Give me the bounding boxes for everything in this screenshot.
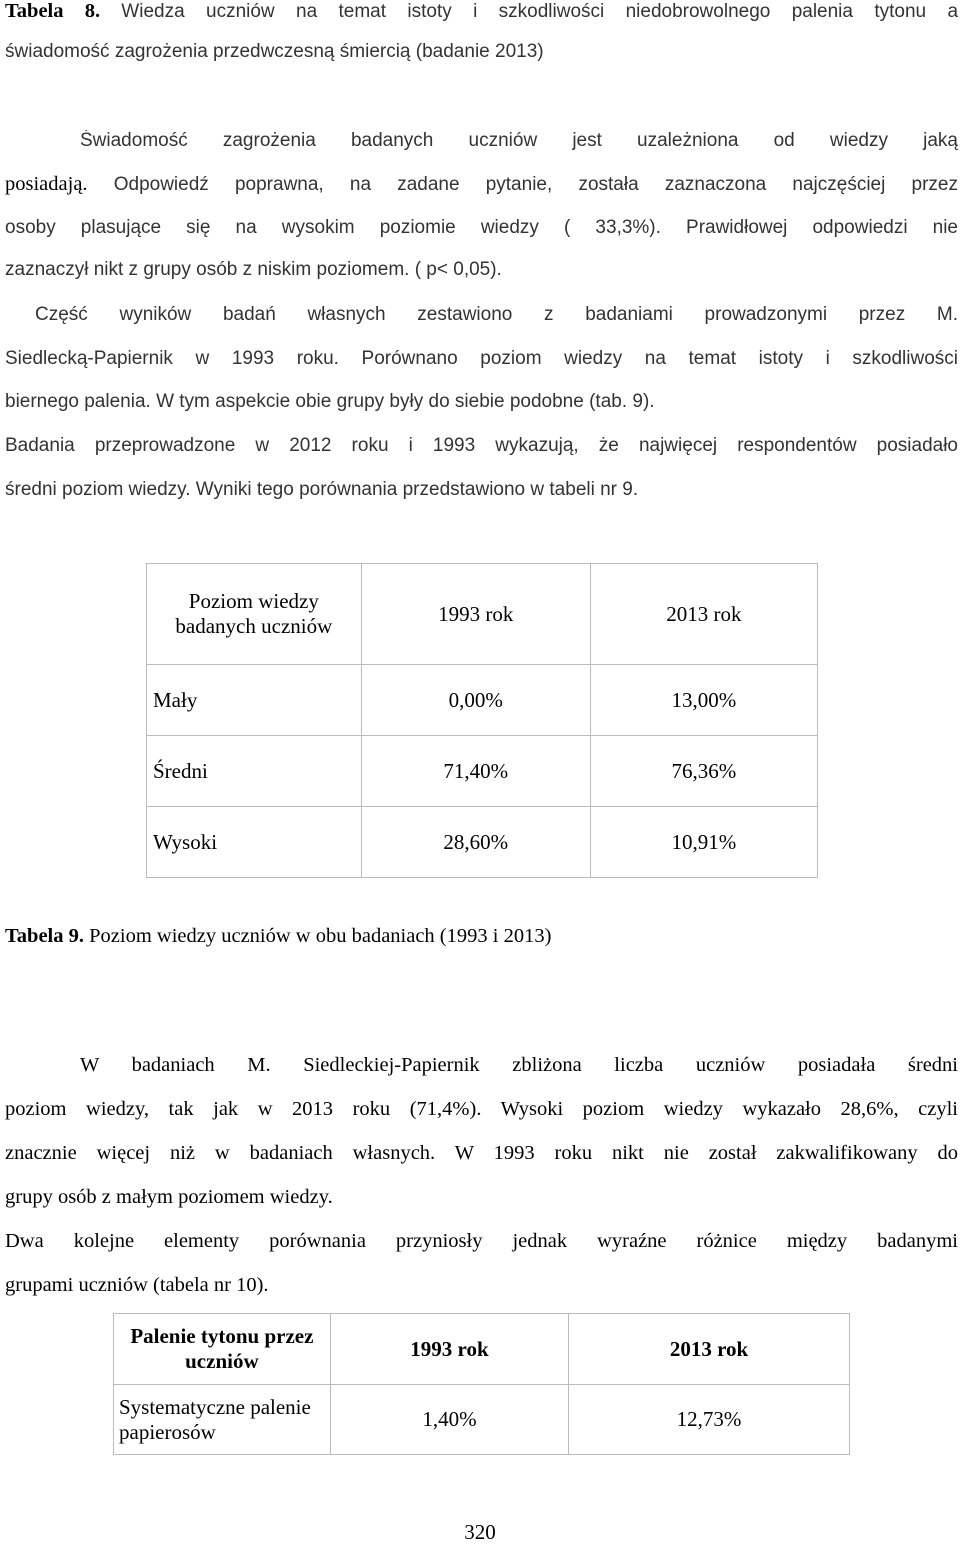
para1-line2 — [5, 173, 958, 196]
table9-cell-2013: 10,91% — [590, 807, 817, 878]
table-row — [114, 1385, 850, 1455]
table9-cell-1993: 71,40% — [361, 736, 590, 807]
table9-cell-level: Średni — [147, 736, 362, 807]
table-row — [147, 736, 818, 807]
table8-caption-line2 — [5, 40, 958, 63]
para3-line4: grupy osób z małym poziomem wiedzy. — [5, 1186, 333, 1208]
para2-line2 — [5, 347, 958, 370]
para2-line2b: Porównano poziom wiedzy na temat istoty i szkodliwości — [338, 348, 958, 369]
table9-cell-level: Wysoki — [147, 807, 362, 878]
para1-line3b: Prawidłowej odpowiedzi nie — [660, 217, 958, 238]
para2-line3: biernego palenia. W tym aspekcie obie grupy były do siebie podobne (tab. 9). — [5, 391, 655, 412]
table9-cell-1993: 0,00% — [361, 665, 590, 736]
table8-title-line1: Wiedza uczniów na temat istoty i szkodliwości niedobrowolnego palenia tytonu a — [121, 1, 958, 22]
para1-line3a: osoby plasujące się na wysokim poziomie wiedzy ( 33,3%). — [5, 217, 661, 238]
table-row — [147, 665, 818, 736]
table8-caption-line1 — [5, 0, 958, 23]
para3-line1: W badaniach M. Siedleckiej-Papiernik zbliżona liczba uczniów posiadała średni — [80, 1054, 958, 1076]
para2-line4: Badania przeprowadzone w 2012 roku i 1993 wykazują, że najwięcej respondentów posiadało — [5, 435, 958, 456]
para1-line2a: posiadają. — [5, 173, 88, 195]
table8-label: Tabela 8. — [5, 0, 101, 22]
table9-header-2013: 2013 rok — [590, 564, 817, 665]
table9-header-row — [147, 564, 818, 665]
table9-header-level: Poziom wiedzy badanych uczniów — [147, 564, 362, 665]
table10-header-row — [114, 1314, 850, 1385]
para4-line1: Dwa kolejne elementy porównania przyniosły jednak wyraźne różnice między badanymi — [5, 1230, 958, 1252]
table9-label: Tabela 9. — [5, 925, 84, 947]
table-10 — [113, 1313, 850, 1455]
table-9 — [146, 563, 818, 878]
para1-line1: Świadomość zagrożenia badanych uczniów jest uzależniona od wiedzy jaką — [80, 130, 958, 151]
table8-title-line2: świadomość zagrożenia przedwczesną śmiercią (badanie 2013) — [5, 41, 544, 62]
table9-caption — [5, 925, 958, 948]
table9-cell-2013: 13,00% — [590, 665, 817, 736]
para2-line2a: Siedlecką-Papiernik w 1993 roku. — [5, 348, 339, 369]
para3-line2: poziom wiedzy, tak jak w 2013 roku (71,4%). Wysoki poziom wiedzy wykazało 28,6%, czyli — [5, 1098, 958, 1120]
para2-line1: Część wyników badań własnych zestawiono z badaniami prowadzonymi przez M. — [35, 304, 958, 325]
para4-line2: grupami uczniów (tabela nr 10). — [5, 1274, 269, 1296]
para2-line5: średni poziom wiedzy. Wyniki tego porównania przedstawiono w tabeli nr 9. — [5, 479, 639, 500]
table10-cell-1993: 1,40% — [330, 1385, 568, 1455]
table9-cell-1993: 28,60% — [361, 807, 590, 878]
table10-header-1993: 1993 rok — [330, 1314, 568, 1385]
table9-cell-2013: 76,36% — [590, 736, 817, 807]
page-number: 320 — [464, 1520, 496, 1544]
para3-line3: znacznie więcej niż w badaniach własnych. W 1993 roku nikt nie został zakwalifikowany do — [5, 1142, 958, 1164]
para1-line4: zaznaczył nikt z grupy osób z niskim poziomem. ( p< 0,05). — [5, 259, 502, 280]
table10-cell-2013: 12,73% — [569, 1385, 850, 1455]
table10-header-smoking: Palenie tytonu przez uczniów — [114, 1314, 331, 1385]
table9-title: Poziom wiedzy uczniów w obu badaniach (1993 i 2013) — [89, 925, 552, 947]
table10-header-2013: 2013 rok — [569, 1314, 850, 1385]
table10-cell-smoking: Systematyczne palenie papierosów — [114, 1385, 331, 1455]
table-row — [147, 807, 818, 878]
para1-line3 — [5, 216, 958, 239]
para1-line2b: Odpowiedź poprawna, na zadane pytanie, została zaznaczona najczęściej przez — [87, 174, 958, 195]
table9-header-1993: 1993 rok — [361, 564, 590, 665]
table9-cell-level: Mały — [147, 665, 362, 736]
